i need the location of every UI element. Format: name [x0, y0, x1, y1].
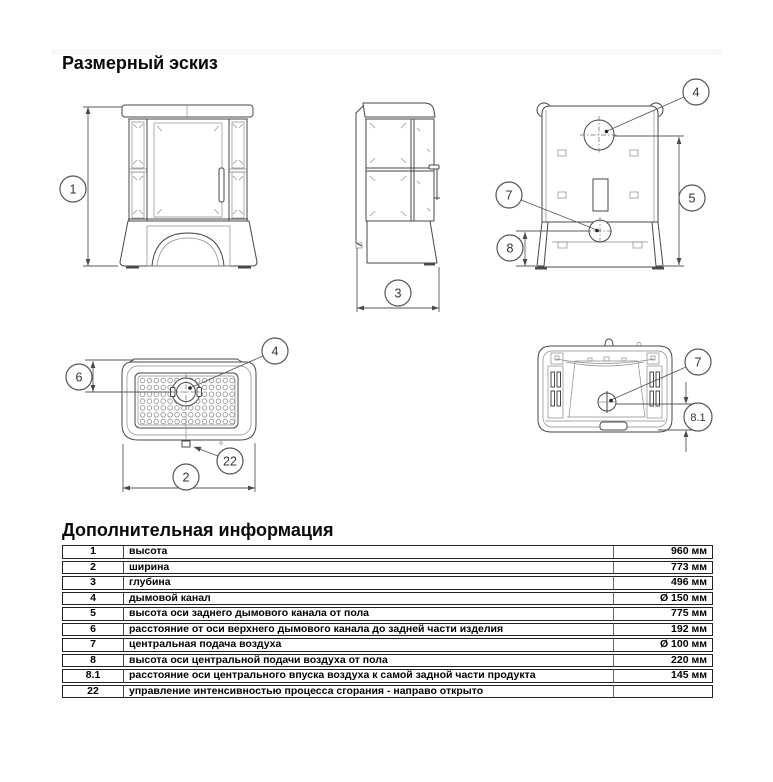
- rear-right-leg: [652, 222, 663, 266]
- row-value: 145 мм: [614, 669, 713, 683]
- table-row: [62, 607, 713, 621]
- row-number: 3: [62, 576, 124, 590]
- row-number: 1: [62, 545, 124, 559]
- table-row: [62, 623, 713, 637]
- svg-text:5: 5: [688, 191, 696, 206]
- svg-text:6: 6: [75, 370, 83, 385]
- front-top-plate: [122, 105, 253, 117]
- row-description: высота: [124, 545, 614, 559]
- drawing-section-title: Размерный эскиз: [62, 53, 218, 73]
- row-value: 496 мм: [614, 576, 713, 590]
- row-description: высота оси центральной подачи воздуха от пола: [124, 654, 614, 668]
- row-number: 22: [62, 685, 124, 699]
- row-description: центральная подача воздуха: [124, 638, 614, 652]
- svg-text:7: 7: [694, 355, 702, 370]
- row-description: глубина: [124, 576, 614, 590]
- row-number: 7: [62, 638, 124, 652]
- info-section-title: Дополнительная информация: [62, 520, 334, 540]
- dimension-height: [83, 107, 122, 266]
- row-description: расстояние оси центрального впуска воздуха к самой задной части продукта: [124, 669, 614, 683]
- row-number: 2: [62, 561, 124, 575]
- row-number: 6: [62, 623, 124, 637]
- combustion-control: [182, 441, 190, 447]
- table-row: [62, 592, 713, 606]
- bottom-view: [538, 339, 712, 452]
- svg-text:3: 3: [394, 286, 402, 301]
- table-row: [62, 669, 713, 683]
- table-row: [62, 561, 713, 575]
- callout-height: [60, 176, 86, 202]
- row-value: 960 мм: [614, 545, 713, 559]
- table-row: [62, 576, 713, 590]
- row-value: 192 мм: [614, 623, 713, 637]
- front-base: [120, 221, 257, 266]
- side-base: [367, 221, 437, 263]
- side-glass-frame: [366, 119, 434, 221]
- bottom-center-tab: [600, 422, 627, 430]
- top-view: [66, 338, 288, 492]
- bottom-body-outline: [538, 346, 672, 432]
- rear-left-leg: [537, 222, 548, 266]
- svg-text:7: 7: [505, 188, 513, 203]
- row-description: ширина: [124, 561, 614, 575]
- side-back-panel: [356, 106, 363, 246]
- row-value: Ø 100 мм: [614, 638, 713, 652]
- callout-control: [194, 447, 244, 474]
- svg-text:4: 4: [271, 344, 279, 359]
- side-handle: [429, 165, 439, 169]
- row-description: дымовой канал: [124, 592, 614, 606]
- table-row: [62, 638, 713, 652]
- svg-text:2: 2: [182, 470, 190, 485]
- front-door: [147, 119, 229, 221]
- row-value: 773 мм: [614, 561, 713, 575]
- table-row: [62, 685, 713, 699]
- front-view: [60, 105, 257, 269]
- table-row: [62, 545, 713, 559]
- door-handle: [219, 168, 224, 202]
- svg-text:8: 8: [506, 241, 514, 256]
- row-value: Ø 150 мм: [614, 592, 713, 606]
- row-number: 4: [62, 592, 124, 606]
- row-value: 220 мм: [614, 654, 713, 668]
- svg-text:8.1: 8.1: [690, 412, 706, 424]
- svg-text:1: 1: [69, 182, 77, 197]
- table-row: [62, 654, 713, 668]
- row-number: 5: [62, 607, 124, 621]
- row-value: 775 мм: [614, 607, 713, 621]
- svg-text:4: 4: [692, 85, 700, 100]
- svg-text:22: 22: [223, 454, 237, 469]
- info-table: [62, 543, 713, 700]
- side-top-plate: [363, 103, 435, 117]
- row-description: управление интенсивностью процесса сгорания - направо открыто: [124, 685, 614, 699]
- row-value: [614, 685, 713, 699]
- row-number: 8.1: [62, 669, 124, 683]
- side-view: [356, 103, 440, 312]
- row-description: расстояние от оси верхнего дымового канала до задней части изделия: [124, 623, 614, 637]
- bottom-top-tab: [605, 339, 613, 346]
- row-number: 8: [62, 654, 124, 668]
- row-description: высота оси заднего дымового канала от пола: [124, 607, 614, 621]
- rear-view: [496, 79, 709, 270]
